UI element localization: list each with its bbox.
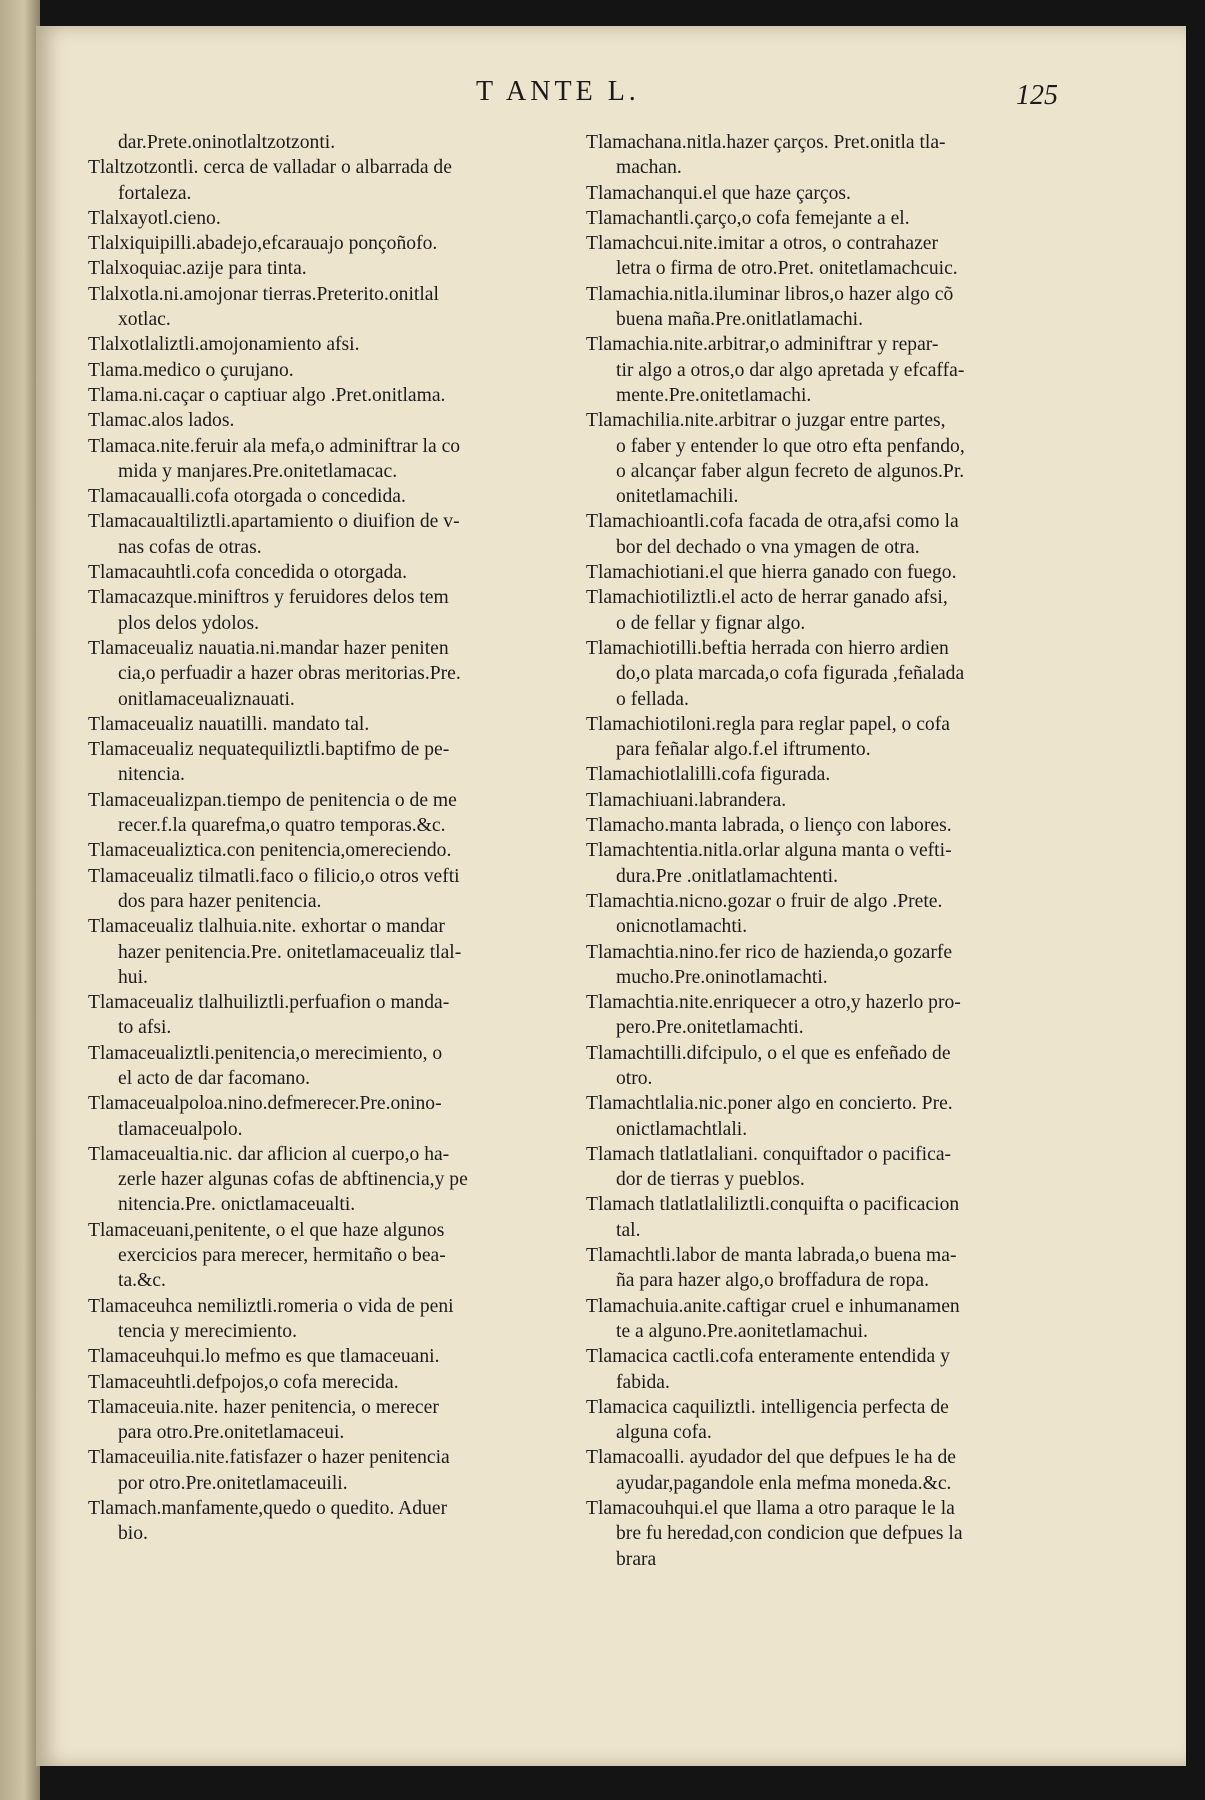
dictionary-entry-line: Tlamachia.nite.arbitrar,o adminiftrar y repar- xyxy=(586,334,939,356)
dictionary-entry-line: Tlalxoquiac.azije para tinta. xyxy=(88,258,307,280)
dictionary-entry-line: Tlalxiquipilli.abadejo,efcarauajo ponçoñofo. xyxy=(88,233,438,255)
dictionary-entry-line: Tlamachtia.nite.enriquecer a otro,y hazerlo pro- xyxy=(586,992,961,1014)
entry-continuation-line: xotlac. xyxy=(118,309,171,331)
page-number: 125 xyxy=(1016,80,1058,111)
entry-continuation-line: el acto de dar facomano. xyxy=(118,1067,311,1089)
dictionary-entry-line: Tlamacoalli. ayudador del que defpues le ha de xyxy=(586,1447,956,1469)
dictionary-entry-line: Tlamachiotiliztli.el acto de herrar ganado afsi, xyxy=(586,587,948,609)
dictionary-entry-line: Tlamaceuia.nite. hazer penitencia, o merecer xyxy=(88,1396,439,1418)
entry-continuation-line: otro. xyxy=(616,1067,653,1089)
dictionary-entry-line: Tlamacauhtli.cofa concedida o otorgada. xyxy=(88,562,407,584)
dictionary-entry-line: Tlamachana.nitla.hazer çarços. Pret.onitla tla- xyxy=(586,132,946,153)
entry-continuation-line: onitlamaceualiznauati. xyxy=(118,688,295,710)
entry-continuation-line: bio. xyxy=(118,1523,148,1545)
entry-continuation-line: do,o plata marcada,o cofa figurada ,feñalada xyxy=(616,663,965,685)
entry-continuation-line: mida y manjares.Pre.onitetlamacac. xyxy=(118,460,398,482)
dictionary-entry-line: Tlamaceuhtli.defpojos,o cofa merecida. xyxy=(88,1371,399,1393)
dictionary-entry-line: Tlamachiotiloni.regla para reglar papel, o cofa xyxy=(586,713,950,735)
dictionary-entry-line: Tlamachtilli.difcipulo, o el que es enfeñado de xyxy=(586,1042,951,1064)
dictionary-entry-line: Tlamachtia.nino.fer rico de hazienda,o gozarfe xyxy=(586,941,953,963)
entry-continuation-line: por otro.Pre.onitetlamaceuili. xyxy=(118,1472,348,1494)
running-title: T ANTE L. xyxy=(476,76,640,107)
entry-continuation-line: ña para hazer algo,o broffadura de ropa. xyxy=(616,1270,929,1292)
dictionary-entry-line: Tlamach tlatlatlaliani. conquiftador o pacifica- xyxy=(586,1143,952,1165)
dictionary-entry-line: Tlamachuia.anite.caftigar cruel e inhumanamen xyxy=(586,1295,960,1317)
dictionary-entry-line: Tlamaceualiztica.con penitencia,omereciendo. xyxy=(88,840,452,862)
dictionary-entry-line: Tlamacouhqui.el que llama a otro paraque le la xyxy=(586,1498,955,1520)
dictionary-entry-line: Tlamacazque.miniftros y feruidores delos tem xyxy=(88,587,449,609)
dictionary-entry-line: Tlamacho.manta labrada, o lienço con labores. xyxy=(586,815,952,837)
entry-continuation-line: onictlamachtlali. xyxy=(616,1118,748,1140)
entry-continuation-line: o fellada. xyxy=(616,688,689,710)
entry-continuation-line: para otro.Pre.onitetlamaceui. xyxy=(118,1422,345,1444)
entry-continuation-line: te a alguno.Pre.aonitetlamachui. xyxy=(616,1320,868,1342)
entry-continuation-line: dos para hazer penitencia. xyxy=(118,890,322,912)
entry-continuation-line: recer.f.la quarefma,o quatro temporas.&c. xyxy=(118,815,446,837)
book-page xyxy=(36,26,1186,1766)
dictionary-entry-line: Tlamachcui.nite.imitar a otros, o contrahazer xyxy=(586,233,938,255)
dictionary-entry-line: Tlamaceualiz tlalhuia.nite. exhortar o mandar xyxy=(88,916,445,938)
entry-continuation-line: zerle hazer algunas cofas de abftinencia,y pe xyxy=(118,1169,468,1191)
entry-continuation-line: machan. xyxy=(616,157,682,179)
dictionary-entry-line: Tlamachtlalia.nic.poner algo en concierto. Pre. xyxy=(586,1093,953,1115)
entry-continuation-line: nas cofas de otras. xyxy=(118,536,262,558)
entry-continuation-line: fabida. xyxy=(616,1371,670,1393)
left-column xyxy=(88,130,598,1547)
dictionary-entry-line: Tlamaceuani,penitente, o el que haze algunos xyxy=(88,1219,445,1241)
dictionary-entry-line: Tlamaceuhca nemiliztli.romeria o vida de peni xyxy=(88,1295,454,1317)
dictionary-entry-line: Tlama.medico o çurujano. xyxy=(88,359,294,381)
dictionary-entry-line: Tlaltzotzontli. cerca de valladar o albarrada de xyxy=(88,157,452,179)
entry-continuation-line: nitencia. xyxy=(118,764,185,786)
dictionary-entry-line: Tlamaceualiz nauatia.ni.mandar hazer peniten xyxy=(88,637,449,659)
entry-continuation-line: o alcançar faber algun fecreto de algunos.Pr. xyxy=(616,460,965,482)
dictionary-entry-line: Tlamachiotiani.el que hierra ganado con fuego. xyxy=(586,562,957,584)
dictionary-entry-line: Tlamachtli.labor de manta labrada,o buena ma- xyxy=(586,1245,957,1267)
dictionary-entry-line: Tlamacaualtiliztli.apartamiento o diuifion de v- xyxy=(88,511,460,533)
entry-continuation-line: letra o firma de otro.Pret. onitetlamachcuic. xyxy=(616,258,958,280)
dictionary-entry-line: Tlamachia.nitla.iluminar libros,o hazer algo cõ xyxy=(586,283,954,305)
dictionary-entry-line: Tlamach tlatlatlaliliztli.conquifta o pacificacion xyxy=(586,1194,960,1216)
entry-continuation-line: brara xyxy=(616,1548,657,1570)
dictionary-entry-line: Tlamaceualpoloa.nino.defmerecer.Pre.onino- xyxy=(88,1093,442,1115)
dictionary-entry-line: Tlamachantli.çarço,o cofa femejante a el. xyxy=(586,207,910,229)
entry-continuation-line: dar.Prete.oninotlaltzotzonti. xyxy=(118,132,336,153)
dictionary-entry-line: Tlalxotlaliztli.amojonamiento afsi. xyxy=(88,334,360,356)
dictionary-entry-line: Tlamaceualizpan.tiempo de penitencia o de me xyxy=(88,789,457,811)
entry-continuation-line: hazer penitencia.Pre. onitetlamaceualiz tlal- xyxy=(118,941,462,963)
dictionary-entry-line: Tlamaceualiz tlalhuiliztli.perfuafion o manda- xyxy=(88,992,450,1014)
dictionary-entry-line: Tlamaceualiz nauatilli. mandato tal. xyxy=(88,713,370,735)
entry-continuation-line: bor del dechado o vna ymagen de otra. xyxy=(616,536,920,558)
entry-continuation-line: tal. xyxy=(616,1219,641,1241)
dictionary-entry-line: Tlamaceuilia.nite.fatisfazer o hazer penitencia xyxy=(88,1447,450,1469)
dictionary-entry-line: Tlamachioantli.cofa facada de otra,afsi como la xyxy=(586,511,959,533)
previous-page-edge xyxy=(0,0,40,1800)
dictionary-entry-line: Tlamaceualiz tilmatli.faco o filicio,o otros vefti xyxy=(88,865,460,887)
page-header xyxy=(36,76,1186,116)
entry-continuation-line: ayudar,pagandole enla mefma moneda.&c. xyxy=(616,1472,952,1494)
entry-continuation-line: o faber y entender lo que otro efta penfando, xyxy=(616,435,965,457)
entry-continuation-line: tir algo a otros,o dar algo apretada y efcaffa- xyxy=(616,359,965,381)
entry-continuation-line: dura.Pre .onitlatlamachtenti. xyxy=(616,865,838,887)
dictionary-entry-line: Tlamacaualli.cofa otorgada o concedida. xyxy=(88,486,406,508)
entry-continuation-line: fortaleza. xyxy=(118,182,192,204)
dictionary-entry-line: Tlamacica cactli.cofa enteramente entendida y xyxy=(586,1346,950,1368)
entry-continuation-line: hui. xyxy=(118,966,148,988)
entry-continuation-line: tencia y merecimiento. xyxy=(118,1320,297,1342)
dictionary-entry-line: Tlamachanqui.el que haze çarços. xyxy=(586,182,851,204)
entry-continuation-line: alguna cofa. xyxy=(616,1422,712,1444)
dictionary-entry-line: Tlamachiotilli.beftia herrada con hierro ardien xyxy=(586,637,949,659)
dictionary-entry-line: Tlamachiotlalilli.cofa figurada. xyxy=(586,764,831,786)
dictionary-entry-line: Tlama.ni.caçar o captiuar algo .Pret.onitlama. xyxy=(88,384,446,406)
dictionary-entry-line: Tlalxayotl.cieno. xyxy=(88,207,221,229)
entry-continuation-line: para feñalar algo.f.el iftrumento. xyxy=(616,739,871,761)
entry-continuation-line: onicnotlamachti. xyxy=(616,916,748,938)
entry-continuation-line: o de fellar y fignar algo. xyxy=(616,612,806,634)
dictionary-entry-line: Tlamaca.nite.feruir ala mefa,o adminiftrar la co xyxy=(88,435,461,457)
dictionary-entry-line: Tlamaceualtia.nic. dar aflicion al cuerpo,o ha- xyxy=(88,1143,450,1165)
entry-continuation-line: ta.&c. xyxy=(118,1270,166,1292)
dictionary-entry-line: Tlalxotla.ni.amojonar tierras.Preterito.onitlal xyxy=(88,283,439,305)
dictionary-entry-line: Tlamac.alos lados. xyxy=(88,410,235,432)
entry-continuation-line: cia,o perfuadir a hazer obras meritorias.Pre. xyxy=(118,663,461,685)
entry-continuation-line: pero.Pre.onitetlamachti. xyxy=(616,1017,804,1039)
dictionary-entry-line: Tlamachiuani.labrandera. xyxy=(586,789,787,811)
dictionary-entry-line: Tlamach.manfamente,quedo o quedito. Aduer xyxy=(88,1498,448,1520)
dictionary-entry-line: Tlamachtentia.nitla.orlar alguna manta o vefti- xyxy=(586,840,952,862)
entry-continuation-line: bre fu heredad,con condicion que defpues la xyxy=(616,1523,963,1545)
dictionary-entry-line: Tlamacica caquiliztli. intelligencia perfecta de xyxy=(586,1396,949,1418)
entry-continuation-line: mucho.Pre.oninotlamachti. xyxy=(616,966,828,988)
entry-continuation-line: nitencia.Pre. onictlamaceualti. xyxy=(118,1194,356,1216)
dictionary-entry-line: Tlamachilia.nite.arbitrar o juzgar entre partes, xyxy=(586,410,946,432)
entry-continuation-line: to afsi. xyxy=(118,1017,172,1039)
dictionary-entry-line: Tlamaceualiz nequatequiliztli.baptifmo de pe- xyxy=(88,739,450,761)
dictionary-entry-line: Tlamaceualiztli.penitencia,o merecimiento, o xyxy=(88,1042,443,1064)
entry-continuation-line: onitetlamachili. xyxy=(616,486,739,508)
entry-continuation-line: exercicios para merecer, hermitaño o bea- xyxy=(118,1245,446,1267)
entry-continuation-line: dor de tierras y pueblos. xyxy=(616,1169,805,1191)
dictionary-entry-line: Tlamaceuhqui.lo mefmo es que tlamaceuani. xyxy=(88,1346,440,1368)
entry-continuation-line: plos delos ydolos. xyxy=(118,612,259,634)
dictionary-entry-line: Tlamachtia.nicno.gozar o fruir de algo .Prete. xyxy=(586,890,943,912)
right-column xyxy=(586,130,1086,1572)
entry-continuation-line: tlamaceualpolo. xyxy=(118,1118,243,1140)
entry-continuation-line: buena maña.Pre.onitlatlamachi. xyxy=(616,309,864,331)
entry-continuation-line: mente.Pre.onitetlamachi. xyxy=(616,384,812,406)
